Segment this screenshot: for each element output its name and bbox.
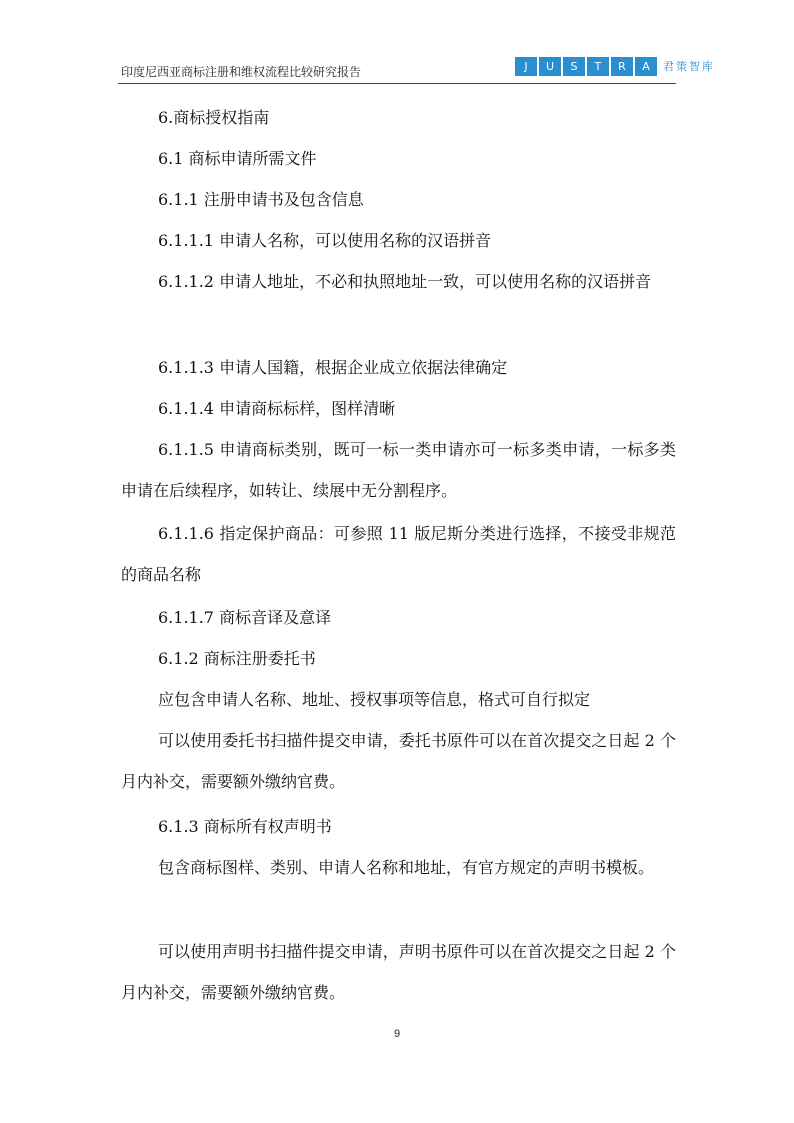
header-title: 印度尼西亚商标注册和维权流程比较研究报告 — [121, 65, 362, 79]
logo-letter: U — [539, 57, 561, 76]
list-item: 6.1.1.3 申请人国籍，根据企业成立依据法律确定 — [158, 358, 508, 377]
logo-letter: R — [611, 57, 633, 76]
logo-letter: A — [635, 57, 657, 76]
logo-letter: S — [563, 57, 585, 76]
list-item: 6.1.1.2 申请人地址，不必和执照地址一致，可以使用名称的汉语拼音 — [158, 272, 652, 291]
subsection-heading: 6.1 商标申请所需文件 — [158, 149, 317, 168]
list-item: 6.1.1.1 申请人名称，可以使用名称的汉语拼音 — [158, 231, 492, 250]
subsection-heading: 6.1.2 商标注册委托书 — [158, 649, 316, 668]
body-paragraph: 可以使用委托书扫描件提交申请，委托书原件可以在首次提交之日起 2 个月内补交，需要额外缴纳官费。 — [121, 731, 676, 791]
list-item: 6.1.1.5 申请商标类别，既可一标一类申请亦可一标多类申请，一标多类申请在后续程序，如转让、续展中无分割程序。 — [121, 440, 676, 500]
logo-letters — [515, 57, 657, 76]
subsection-heading: 6.1.3 商标所有权声明书 — [158, 817, 332, 836]
list-item: 6.1.1.4 申请商标标样，图样清晰 — [158, 399, 396, 418]
body-paragraph: 包含商标图样、类别、申请人名称和地址，有官方规定的声明书模板。 — [158, 858, 655, 877]
justra-logo — [515, 55, 715, 77]
logo-letter: J — [515, 57, 537, 76]
subsection-heading: 6.1.1 注册申请书及包含信息 — [158, 190, 364, 209]
list-item: 6.1.1.6 指定保护商品：可参照 11 版尼斯分类进行选择，不接受非规范的商品名称 — [121, 524, 676, 584]
header-divider — [118, 83, 676, 84]
body-paragraph: 应包含申请人名称、地址、授权事项等信息，格式可自行拟定 — [158, 690, 591, 709]
page-number: 9 — [393, 1028, 401, 1040]
logo-letter: T — [587, 57, 609, 76]
section-heading: 6.商标授权指南 — [158, 108, 270, 127]
body-paragraph: 可以使用声明书扫描件提交申请，声明书原件可以在首次提交之日起 2 个月内补交，需要额外缴纳官费。 — [121, 942, 676, 1002]
list-item: 6.1.1.7 商标音译及意译 — [158, 608, 332, 627]
logo-text: 君策智库 — [663, 60, 715, 73]
